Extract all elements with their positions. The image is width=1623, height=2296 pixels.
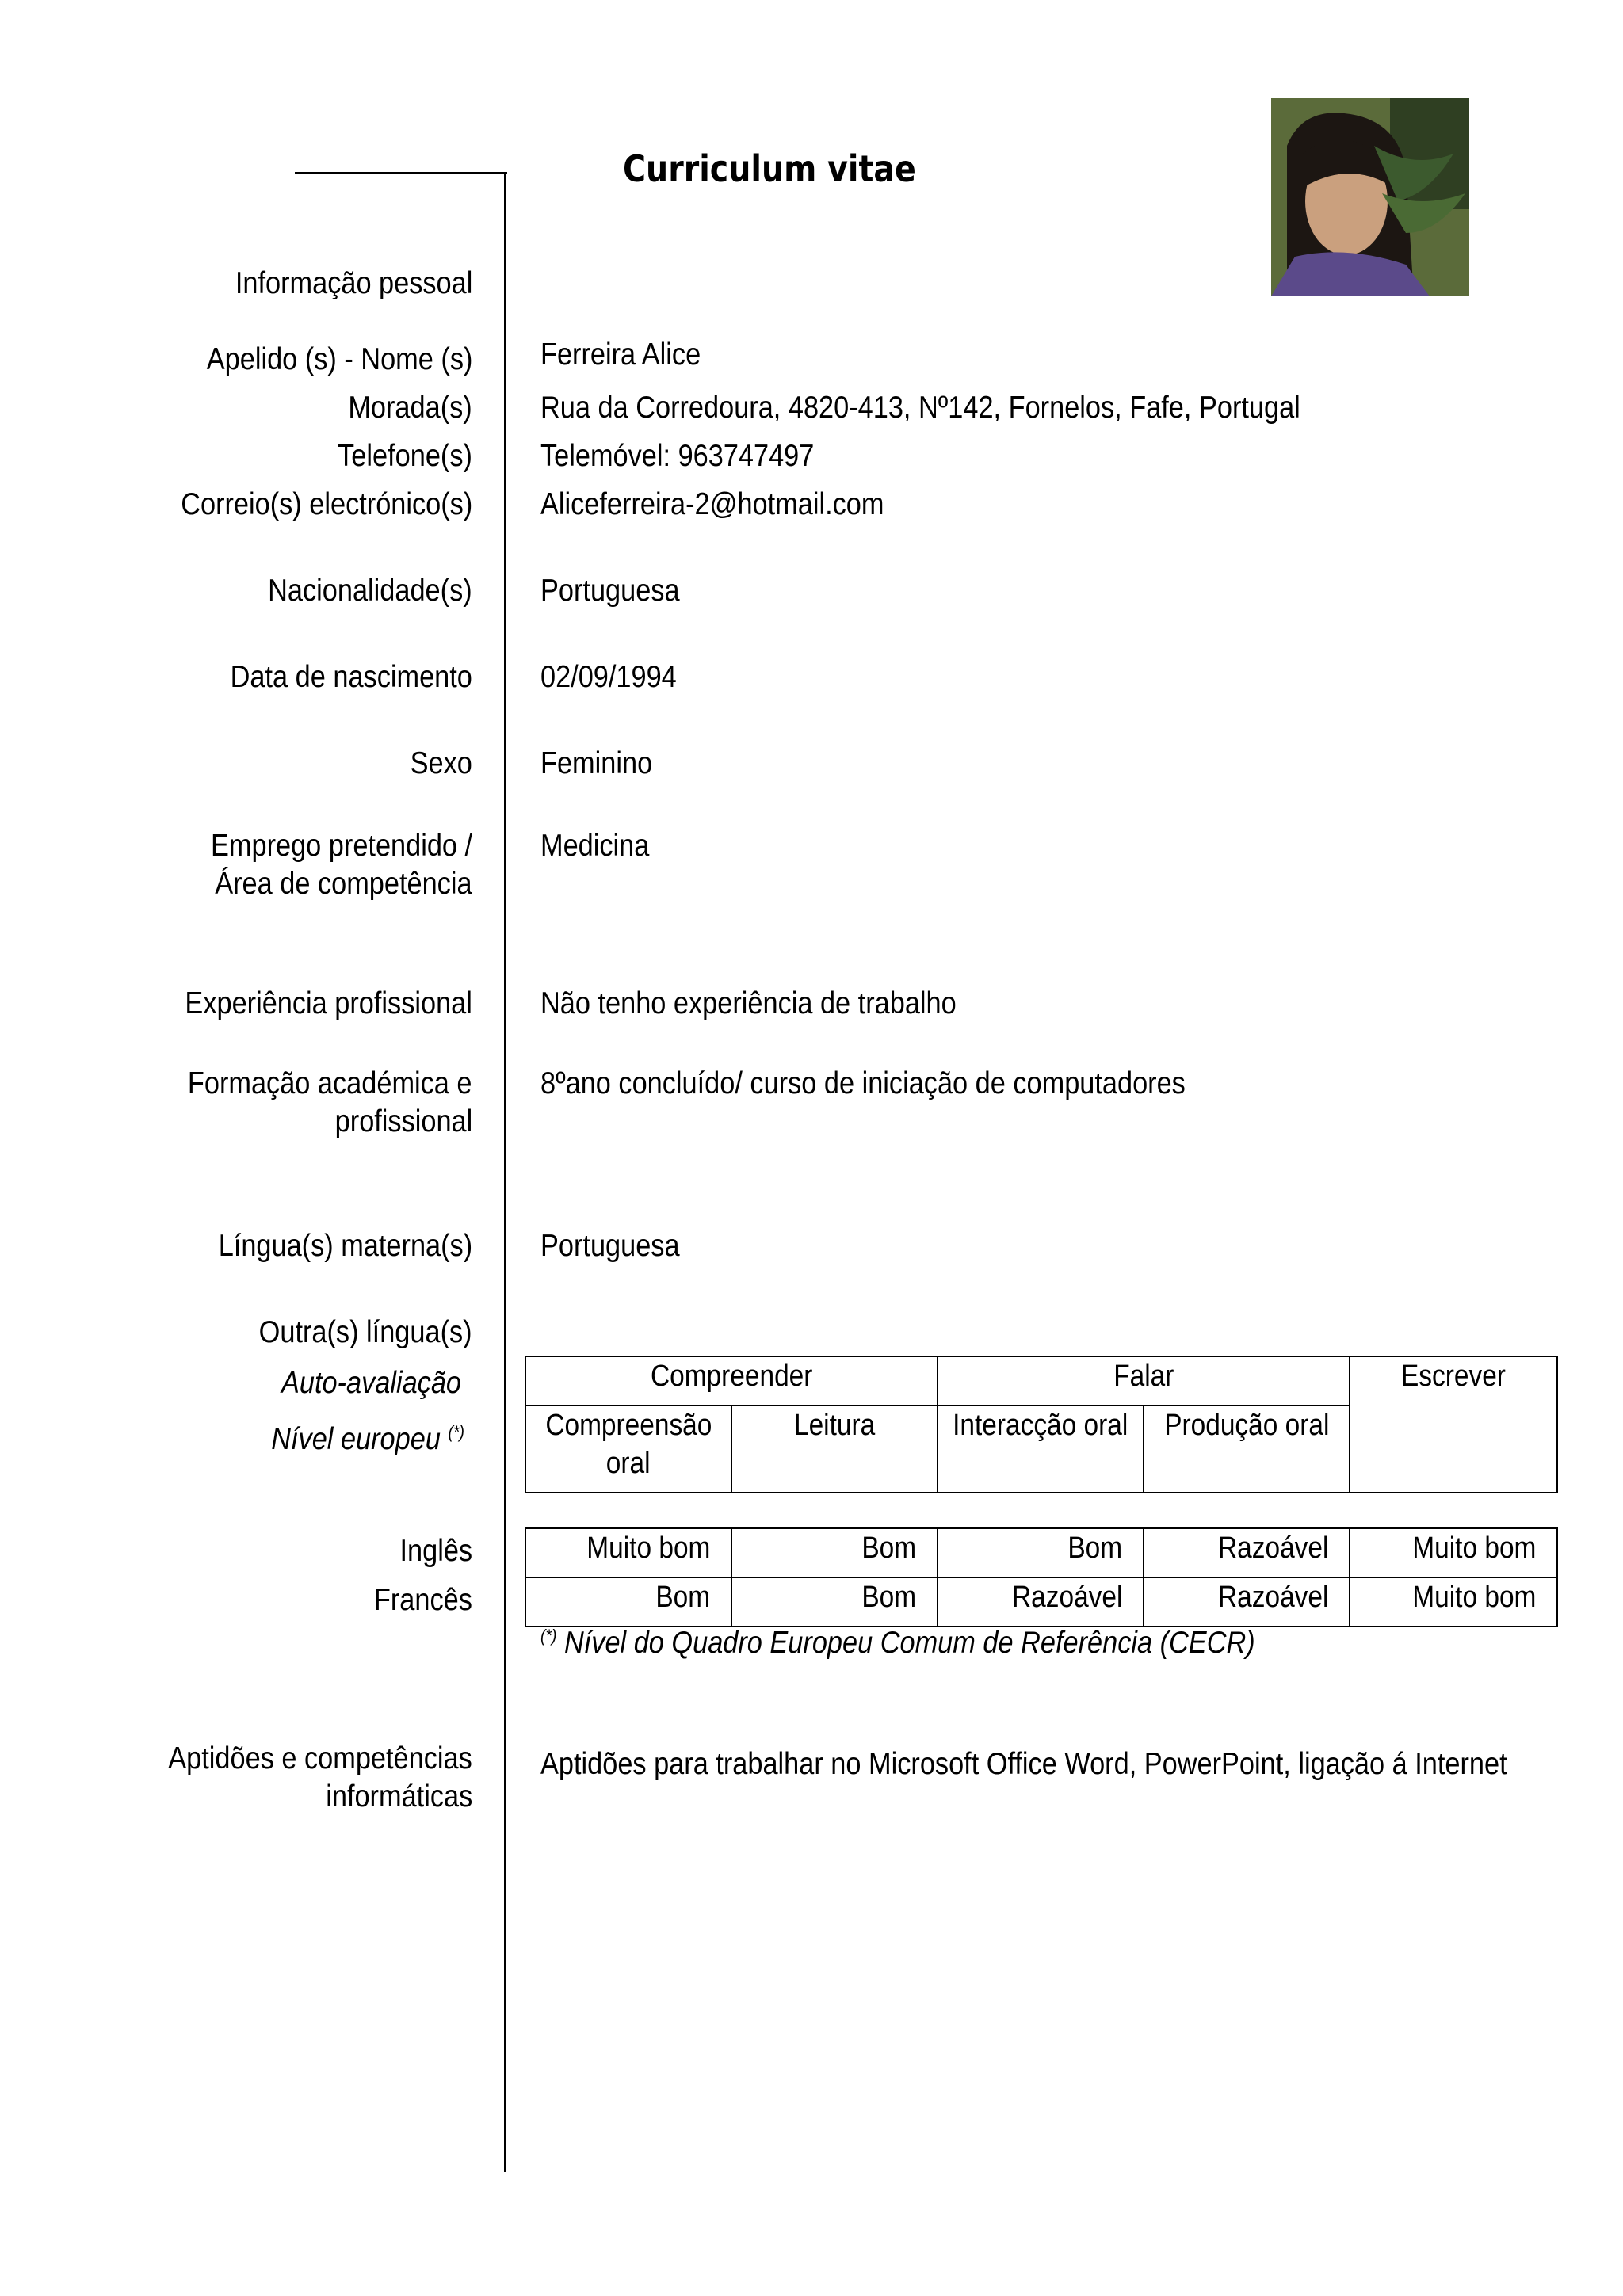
name-label: Apelido (s) - Nome (s) [206, 342, 472, 376]
level-cell: Bom [525, 1577, 731, 1627]
language-header-table [525, 1356, 1558, 1493]
other-languages-label: Outra(s) língua(s) [259, 1315, 472, 1349]
mother-tongue-label: Língua(s) materna(s) [218, 1229, 472, 1263]
job-value: Medicina [540, 829, 650, 863]
header-listening: Compreensão oral [525, 1405, 731, 1493]
email-label: Correio(s) electrónico(s) [180, 487, 472, 521]
level-cell: Muito bom [1350, 1577, 1557, 1627]
computer-skills-label-line1: Aptidões e competências [168, 1741, 472, 1775]
note-marker: (*) [448, 1422, 464, 1442]
name-value: Ferreira Alice [540, 338, 701, 372]
header-interaction: Interacção oral [938, 1405, 1144, 1493]
level-cell: Muito bom [1350, 1528, 1557, 1577]
profile-photo [1271, 98, 1469, 296]
self-assessment-label: Auto-avaliação [281, 1366, 461, 1400]
sex-value: Feminino [540, 746, 653, 780]
cecr-footnote: (*) Nível do Quadro Europeu Comum de Referência (CECR) [540, 1626, 1255, 1660]
level-cell: Bom [938, 1528, 1144, 1577]
computer-skills-value: Aptidões para trabalhar no Microsoft Office Word, PowerPoint, ligação á Internet [540, 1747, 1507, 1781]
experience-label: Experiência profissional [185, 986, 472, 1020]
level-cell: Bom [731, 1577, 938, 1627]
nationality-label: Nacionalidade(s) [268, 574, 472, 608]
language-levels-table [525, 1527, 1558, 1627]
email-value[interactable]: Aliceferreira-2@hotmail.com [540, 487, 884, 521]
education-label-line1: Formação académica e [188, 1066, 472, 1100]
address-value: Rua da Corredoura, 4820-413, Nº142, Fornelos, Fafe, Portugal [540, 391, 1300, 425]
job-label-line1: Emprego pretendido / [210, 829, 472, 863]
experience-value: Não tenho experiência de trabalho [540, 986, 957, 1020]
european-level-label: Nível europeu (*) [271, 1422, 464, 1456]
nationality-value: Portuguesa [540, 574, 680, 608]
header-production: Produção oral [1144, 1405, 1350, 1493]
table-row [525, 1577, 1557, 1627]
education-value: 8ºano concluído/ curso de iniciação de computadores [540, 1066, 1186, 1100]
phone-label: Telefone(s) [338, 439, 472, 473]
education-label-line2: profissional [334, 1104, 472, 1138]
phone-value: Telemóvel: 963747497 [540, 439, 815, 473]
computer-skills-label-line2: informáticas [325, 1779, 472, 1814]
personal-info-heading: Informação pessoal [235, 266, 472, 300]
level-cell: Muito bom [525, 1528, 731, 1577]
birth-label: Data de nascimento [230, 660, 472, 694]
header-understand: Compreender [525, 1356, 938, 1405]
header-write: Escrever [1350, 1356, 1557, 1493]
table-row [525, 1528, 1557, 1577]
language-name-french: Francês [374, 1583, 472, 1617]
birth-value: 02/09/1994 [540, 660, 677, 694]
job-label-line2: Área de competência [215, 867, 472, 901]
address-label: Morada(s) [348, 391, 472, 425]
language-name-english: Inglês [399, 1534, 472, 1568]
header-rule [295, 172, 507, 174]
header-speak: Falar [938, 1356, 1350, 1405]
page-title: Curriculum vitae [623, 147, 916, 190]
level-cell: Bom [731, 1528, 938, 1577]
level-cell: Razoável [938, 1577, 1144, 1627]
column-divider [504, 172, 506, 2172]
sex-label: Sexo [410, 746, 472, 780]
level-cell: Razoável [1144, 1577, 1350, 1627]
mother-tongue-value: Portuguesa [540, 1229, 680, 1263]
level-cell: Razoável [1144, 1528, 1350, 1577]
header-reading: Leitura [731, 1405, 938, 1493]
footnote-marker: (*) [540, 1626, 557, 1646]
